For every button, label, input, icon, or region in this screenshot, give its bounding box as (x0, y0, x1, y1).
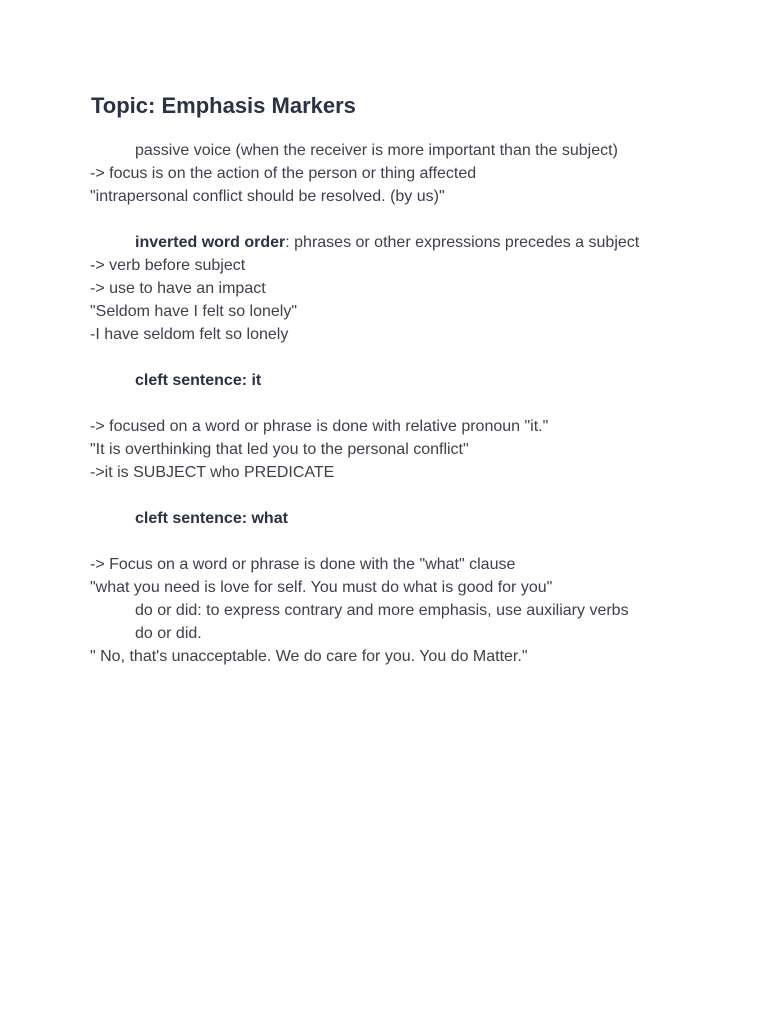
inverted-example-rewrite: -I have seldom felt so lonely (90, 326, 289, 343)
spacer (90, 530, 730, 553)
cleft-what-heading: cleft sentence: what (135, 510, 288, 527)
do-did-continuation: do or did. (135, 625, 202, 642)
spacer (90, 208, 730, 231)
page-title: Topic: Emphasis Markers (91, 93, 356, 118)
passive-voice-heading: passive voice (when the receiver is more important than the subject) (135, 142, 618, 159)
do-did-example: " No, that's unacceptable. We do care for you. You do Matter." (90, 648, 528, 665)
document-body (90, 139, 730, 668)
cleft-it-heading: cleft sentence: it (135, 372, 262, 389)
do-did-definition: do or did: to express contrary and more emphasis, use auxiliary verbs (135, 602, 629, 619)
passive-voice-line: -> focus is on the action of the person or thing affected (90, 165, 477, 182)
spacer (90, 392, 730, 415)
inverted-word-order-term: inverted word order (135, 234, 286, 251)
inverted-word-order-definition: : phrases or other expressions precedes a subject (285, 234, 640, 251)
cleft-what-example: "what you need is love for self. You must do what is good for you" (90, 579, 553, 596)
passive-voice-example: "intrapersonal conflict should be resolved. (by us)" (90, 188, 445, 205)
spacer (90, 484, 730, 507)
cleft-it-example: "It is overthinking that led you to the personal conflict" (90, 441, 469, 458)
cleft-it-line: -> focused on a word or phrase is done with relative pronoun "it." (90, 418, 549, 435)
cleft-what-line: -> Focus on a word or phrase is done with the "what" clause (90, 556, 516, 573)
inverted-word-order-heading (90, 231, 730, 254)
inverted-example: "Seldom have I felt so lonely" (90, 303, 298, 320)
spacer (90, 346, 730, 369)
inverted-line: -> verb before subject (90, 257, 246, 274)
cleft-it-pattern: ->it is SUBJECT who PREDICATE (90, 464, 335, 481)
inverted-line: -> use to have an impact (90, 280, 266, 297)
